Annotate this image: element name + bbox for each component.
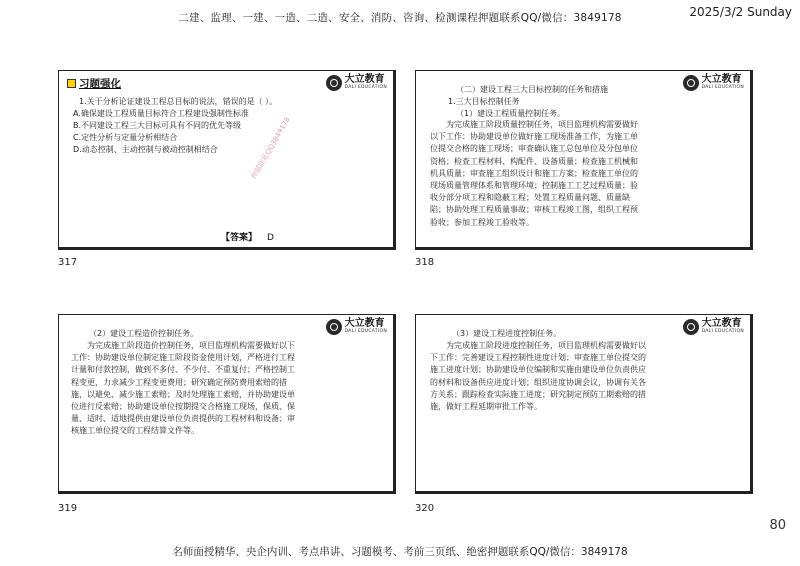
slide-319 xyxy=(58,314,396,494)
logo-cn: 大立教育 xyxy=(701,74,742,86)
header-contact-text: 二建、监理、一建、一造、二造、安全、消防、咨询、检测课程押题联系QQ/微信：3849178 xyxy=(178,12,622,24)
option-b: B.不同建设工程三大目标可具有不同的优先等级 xyxy=(73,121,242,130)
slide-number-318: 318 xyxy=(415,257,435,268)
slide-320 xyxy=(415,314,753,494)
pencil-icon xyxy=(67,79,76,88)
slide-title xyxy=(67,76,121,91)
option-a: A.确保建设工程质量目标符合工程建设强制性标准 xyxy=(73,109,249,118)
dali-logo-icon xyxy=(683,75,699,91)
footer-contact-text: 名师面授精华、央企内训、考点串讲、习题模考、考前三页纸、绝密押题联系QQ/微信：3849178 xyxy=(172,546,628,558)
slide-317 xyxy=(58,70,396,250)
dali-logo xyxy=(326,319,387,335)
logo-en: DALI EDUCATION xyxy=(344,329,387,335)
dali-logo xyxy=(683,75,744,91)
logo-cn: 大立教育 xyxy=(344,74,385,86)
print-date: 2025/3/2 Sunday xyxy=(689,5,792,19)
cost-control-body: 为完成施工阶段造价控制任务，项目监理机构需要做好以下工作：协助建设单位制定施工阶段资金使用计划，严格进行工程计量和付款控制，做到不多付、不少付、不重复付；严格控制工程变更，力求减少工程变更费用；研究确定预防费用索赔的措施，以避免、减少施工索赔；及时处理施工索赔，并协助建设单位进行反索赔；协助建设单位按期提交合格施工现场，保质、保量、适时、适地提供由建设单位负责提供的工程材料和设备；审核施工单位提交的工程结算文件等。 xyxy=(71,341,295,436)
option-c: C.定性分析与定量分析相结合 xyxy=(73,133,178,142)
item-heading: （2）建设工程造价控制任务。 xyxy=(89,329,199,338)
slide-318 xyxy=(415,70,753,250)
answer-value: D xyxy=(267,233,274,243)
dali-logo xyxy=(326,75,387,91)
option-d: D.动态控制、主动控制与被动控制相结合 xyxy=(73,145,218,154)
logo-en: DALI EDUCATION xyxy=(701,329,744,335)
slide-number-319: 319 xyxy=(58,503,78,514)
answer-label: 【答案】 xyxy=(221,233,258,243)
section-heading: （二）建设工程三大目标控制的任务和措施 xyxy=(456,85,608,94)
page-number: 80 xyxy=(769,518,786,533)
dali-logo xyxy=(683,319,744,335)
logo-en: DALI EDUCATION xyxy=(701,85,744,91)
logo-cn: 大立教育 xyxy=(344,318,385,330)
dali-logo-icon xyxy=(326,75,342,91)
item-heading: （1）建设工程质量控制任务。 xyxy=(456,109,566,118)
subsection-heading: 1.三大目标控制任务 xyxy=(448,97,520,106)
item-heading: （3）建设工程进度控制任务。 xyxy=(452,329,562,338)
quality-control-body: 为完成施工阶段质量控制任务，项目监理机构需要做好以下工作：协助建设单位做好施工现场准备工作，为施工单位提交合格的施工现场；审查确认施工总包单位及分包单位资格；检查工程材料、构配件、设备质量；检查施工机械和机具质量；审查施工组织设计和施工方案；检查施工单位的现场质量管理体系和管理环境；控制施工工艺过程质量；验收分部分项工程和隐蔽工程；处置工程质量问题、质量缺陷；协助处理工程质量事故；审核工程竣工图，组织工程预验收；参加工程竣工验收等。 xyxy=(430,120,638,227)
logo-en: DALI EDUCATION xyxy=(344,85,387,91)
logo-cn: 大立教育 xyxy=(701,318,742,330)
question-text: 1.关于分析论证建设工程总目标的说法，错误的是（ ）。 xyxy=(79,97,278,106)
slide-number-320: 320 xyxy=(415,503,435,514)
dali-logo-icon xyxy=(683,319,699,335)
slide-number-317: 317 xyxy=(58,257,78,268)
answer xyxy=(221,230,274,243)
schedule-control-body: 为完成施工阶段进度控制任务，项目监理机构需要做好以下工作：完善建设工程控制性进度计划；审查施工单位提交的施工进度计划；协助建设单位编制和实施由建设单位负责供应的材料和设备供应进度计划；组织进度协调会议，协调有关各方关系；跟踪检查实际施工进度；研究制定预防工期索赔的措施，做好工程延期审批工作等。 xyxy=(430,341,646,412)
watermark-text: 押题联系QQ3849178 xyxy=(249,115,292,181)
slide-title-text: 习题强化 xyxy=(79,78,121,90)
dali-logo-icon xyxy=(326,319,342,335)
